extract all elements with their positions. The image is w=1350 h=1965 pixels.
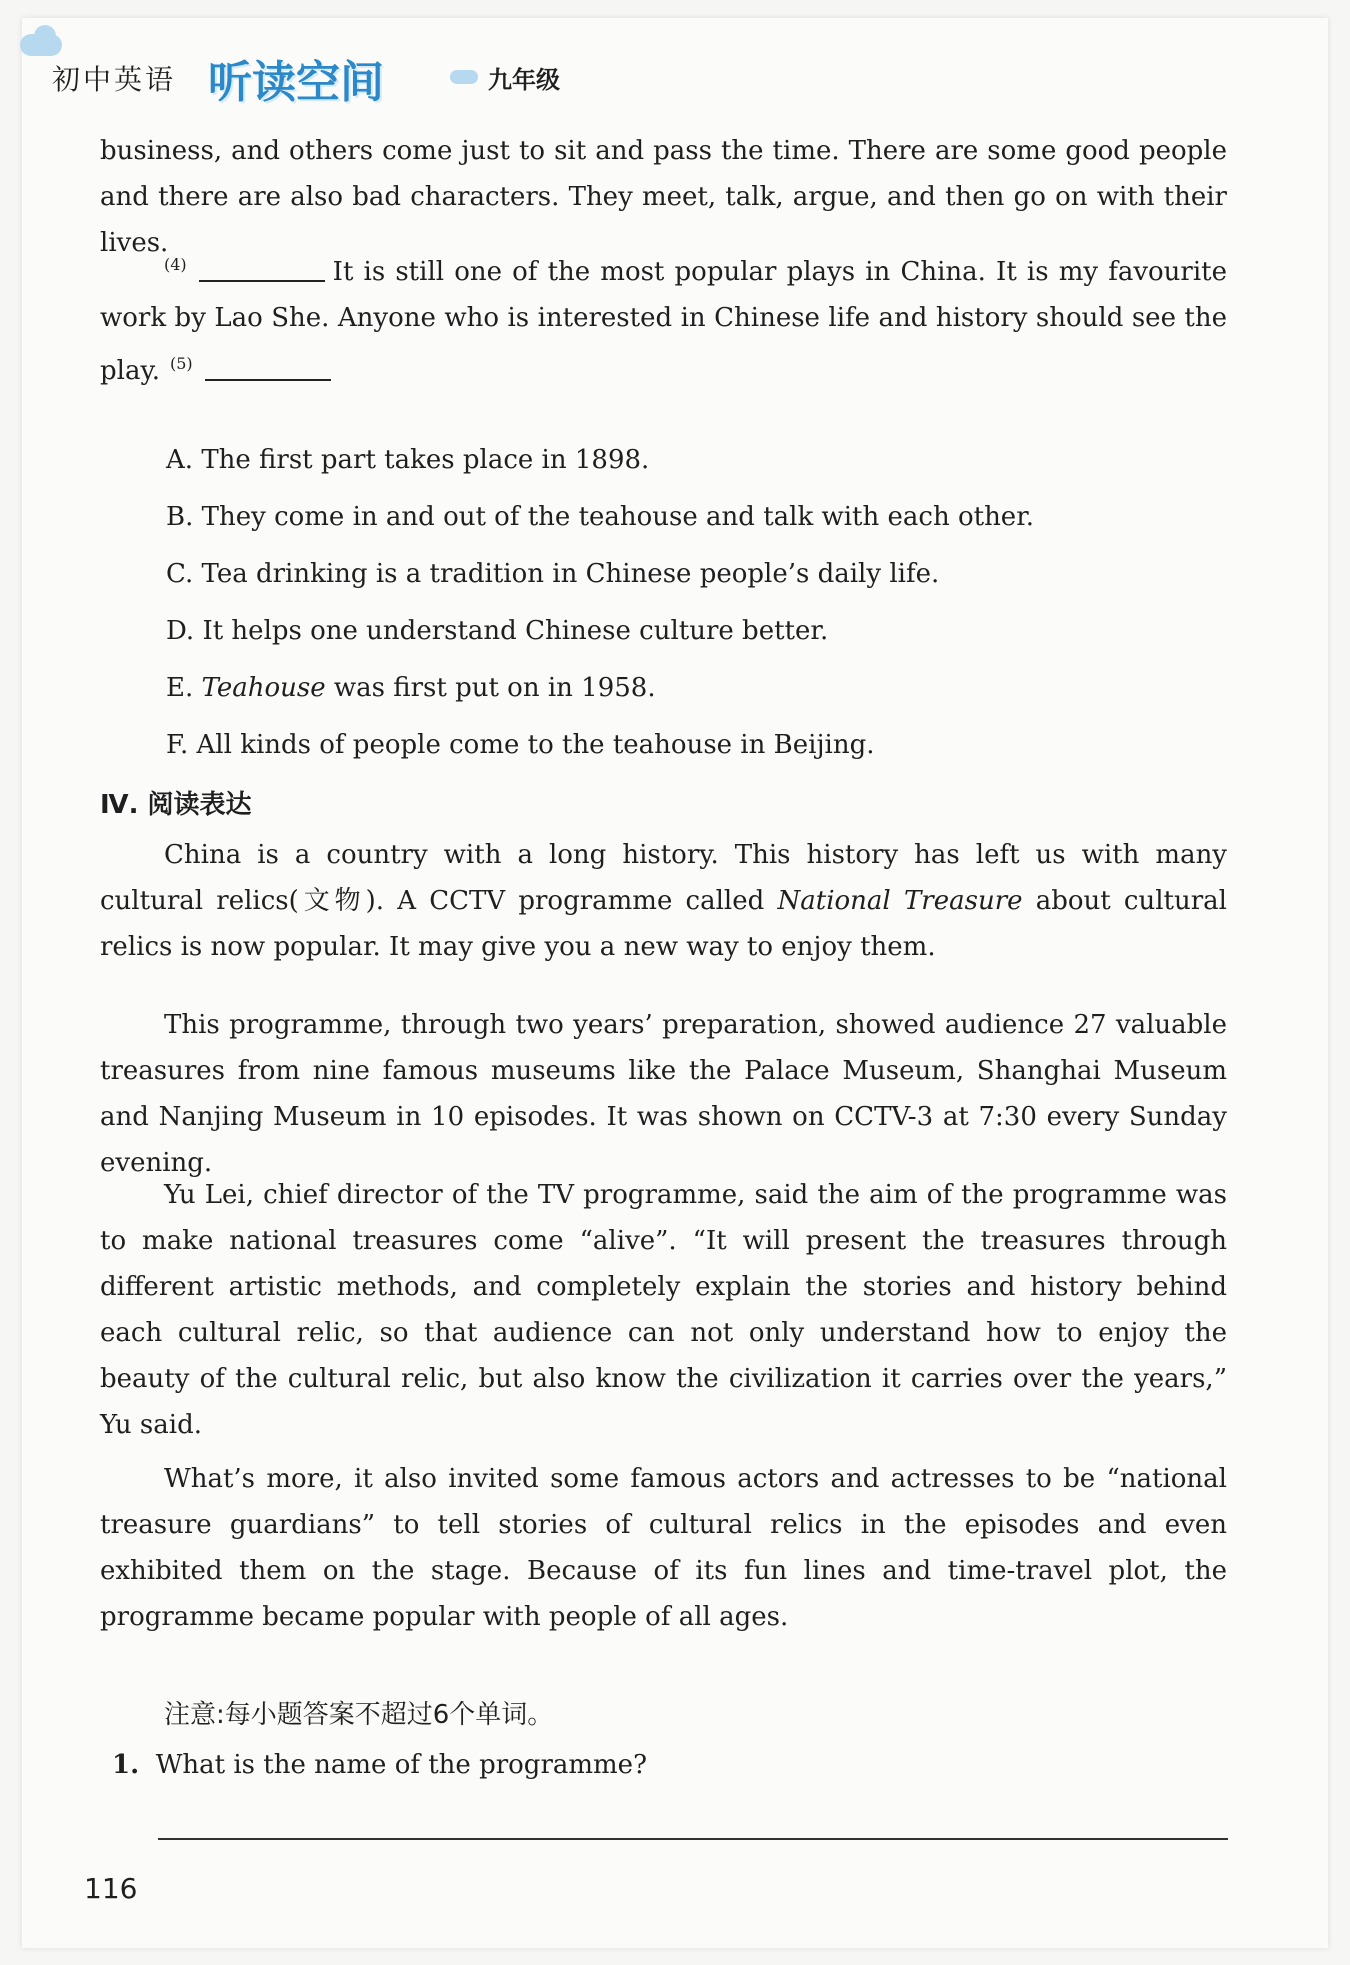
question-number: 1. [112, 1750, 140, 1780]
brand-logo: 听读空间 [208, 57, 384, 108]
option-text: All kinds of people come to the teahouse in Beijing. [196, 730, 875, 760]
page-number: 116 [84, 1872, 138, 1905]
option-text: Tea drinking is a tradition in Chinese people’s daily life. [201, 559, 940, 589]
option-text: They come in and out of the teahouse and talk with each other. [201, 502, 1035, 532]
option-letter: A. [166, 445, 194, 475]
option-e [166, 668, 656, 708]
reading-paragraph-1 [100, 832, 1227, 970]
cloud-icon [20, 34, 62, 56]
paragraph-text: about cultural relics is now popular. It may give you a new way to enjoy them. [100, 886, 1227, 962]
passage-paragraph: business, and others come just to sit and pass the time. There are some good people and there are also bad characters. They meet, talk, argue, and then go on with their lives. [100, 136, 1227, 258]
answer-line[interactable] [158, 1838, 1228, 1840]
option-letter: B. [166, 502, 194, 532]
option-a [166, 440, 649, 480]
option-b [166, 497, 1034, 537]
option-c [166, 554, 939, 594]
option-text: The first part takes place in 1898. [201, 445, 650, 475]
cloud-dot-icon [450, 70, 478, 84]
page-header [30, 40, 670, 110]
question-1 [112, 1750, 647, 1780]
grade-label: 九年级 [488, 66, 560, 94]
option-text: It helps one understand Chinese culture better. [202, 616, 829, 646]
option-italic-title: Teahouse [201, 673, 326, 703]
reading-paragraph-3: Yu Lei, chief director of the TV programme, said the aim of the programme was to make national treasures come “alive”. “It will present the treasures through different artistic methods, and completely explain the stories and history behind each cultural relic, so that audience can not only understand how to enjoy the beauty of the cultural relic, but also know the civilization it carries over the years,” Yu said. [100, 1180, 1227, 1440]
section-heading: Ⅳ. 阅读表达 [100, 790, 252, 820]
option-d [166, 611, 828, 651]
option-f [166, 725, 874, 765]
series-title: 初中英语 [52, 63, 177, 96]
option-letter: E. [166, 673, 194, 703]
blank-number-5: (5) [169, 354, 193, 373]
paragraph-text: China is a country with a long history. This history has left us with many cultural relics(文物). A CCTV programme called [100, 840, 1227, 916]
option-text: was first put on in 1958. [325, 673, 656, 703]
answer-note: 注意:每小题答案不超过6个单词。 [164, 1700, 554, 1730]
passage-paragraph-with-blanks [100, 242, 1227, 394]
passage-text: It is still one of the most popular plays in China. It is my favourite work by Lao She. Anyone who is interested in Chinese life and history should see the play. [100, 257, 1227, 386]
blank-number-4: (4) [164, 255, 187, 274]
answer-blank-5[interactable] [205, 379, 331, 381]
reading-paragraph-4: What’s more, it also invited some famous actors and actresses to be “national treasure guardians” to tell stories of cultural relics in the episodes and even exhibited them on the stage. Because of its fun lines and time-travel plot, the programme became popular with people of all ages. [100, 1464, 1227, 1632]
option-letter: C. [166, 559, 194, 589]
answer-blank-4[interactable] [199, 280, 325, 282]
option-letter: F. [166, 730, 189, 760]
question-text: What is the name of the programme? [155, 1750, 648, 1780]
programme-title: National Treasure [777, 886, 1023, 916]
reading-paragraph-2: This programme, through two years’ preparation, showed audience 27 valuable treasures from nine famous museums like the Palace Museum, Shanghai Museum and Nanjing Museum in 10 episodes. It was shown on CCTV-3 at 7:30 every Sunday evening. [100, 1010, 1227, 1178]
option-letter: D. [166, 616, 195, 646]
